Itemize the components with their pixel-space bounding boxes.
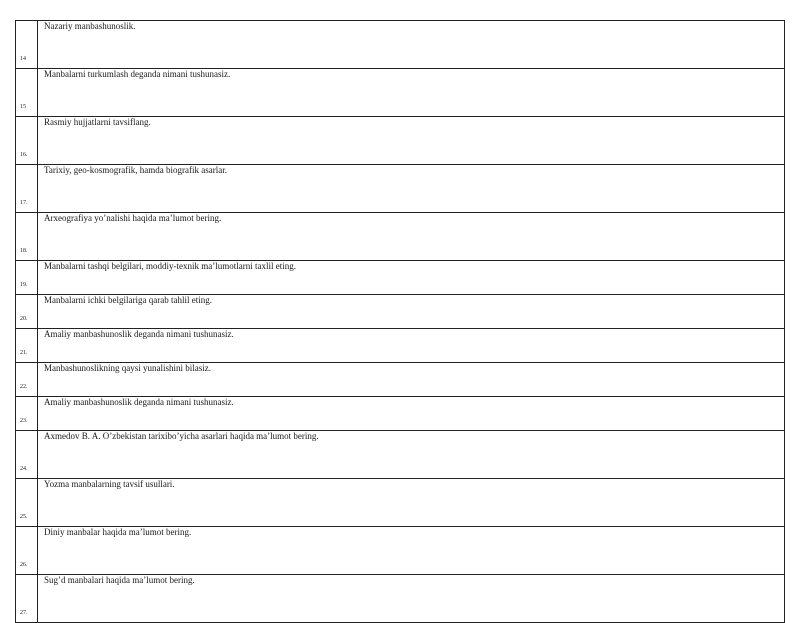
question-text: Manbalarni turkumlash deganda nimani tushunasiz. — [38, 69, 785, 117]
question-text: Diniy manbalar haqida ma’lumot bering. — [38, 527, 785, 575]
question-text: Arxeografiya yo’nalishi haqida ma’lumot bering. — [38, 213, 785, 261]
table-row — [16, 329, 785, 363]
row-number: 25. — [16, 479, 38, 527]
question-text: Nazariy manbashunoslik. — [38, 21, 785, 69]
row-number: 15 — [16, 69, 38, 117]
row-number: 22. — [16, 363, 38, 397]
table-row — [16, 21, 785, 69]
table-row — [16, 479, 785, 527]
table-row — [16, 213, 785, 261]
row-number: 20. — [16, 295, 38, 329]
row-number: 21. — [16, 329, 38, 363]
question-text: Amaliy manbashunoslik deganda nimani tushunasiz. — [38, 329, 785, 363]
table-row — [16, 527, 785, 575]
question-text: Tarixiy, geo-kosmografik, hamda biografik asarlar. — [38, 165, 785, 213]
row-number: 27. — [16, 575, 38, 623]
question-text: Amaliy manbashunoslik deganda nimani tushunasiz. — [38, 397, 785, 431]
table-row — [16, 363, 785, 397]
table-row — [16, 69, 785, 117]
question-text: Yozma manbalarning tavsif usullari. — [38, 479, 785, 527]
question-text: Manbashunoslikning qaysi yunalishini bilasiz. — [38, 363, 785, 397]
table-row — [16, 295, 785, 329]
table-row — [16, 397, 785, 431]
row-number: 16. — [16, 117, 38, 165]
table-row — [16, 431, 785, 479]
row-number: 18. — [16, 213, 38, 261]
row-number: 24. — [16, 431, 38, 479]
question-text: Manbalarni tashqi belgilari, moddiy-texnik ma’lumotlarni taxlil eting. — [38, 261, 785, 295]
row-number: 17. — [16, 165, 38, 213]
table-row — [16, 575, 785, 623]
table-row — [16, 261, 785, 295]
row-number: 14 — [16, 21, 38, 69]
question-text: Sug’d manbalari haqida ma’lumot bering. — [38, 575, 785, 623]
row-number: 23. — [16, 397, 38, 431]
question-text: Rasmiy hujjatlarni tavsiflang. — [38, 117, 785, 165]
row-number: 19. — [16, 261, 38, 295]
table-row — [16, 117, 785, 165]
questions-table — [15, 20, 785, 623]
row-number: 26. — [16, 527, 38, 575]
question-text: Manbalarni ichki belgilariga qarab tahlil eting. — [38, 295, 785, 329]
question-text: Axmedov B. A. O’zbekistan tarixibo’yicha asarlari haqida ma’lumot bering. — [38, 431, 785, 479]
table-row — [16, 165, 785, 213]
